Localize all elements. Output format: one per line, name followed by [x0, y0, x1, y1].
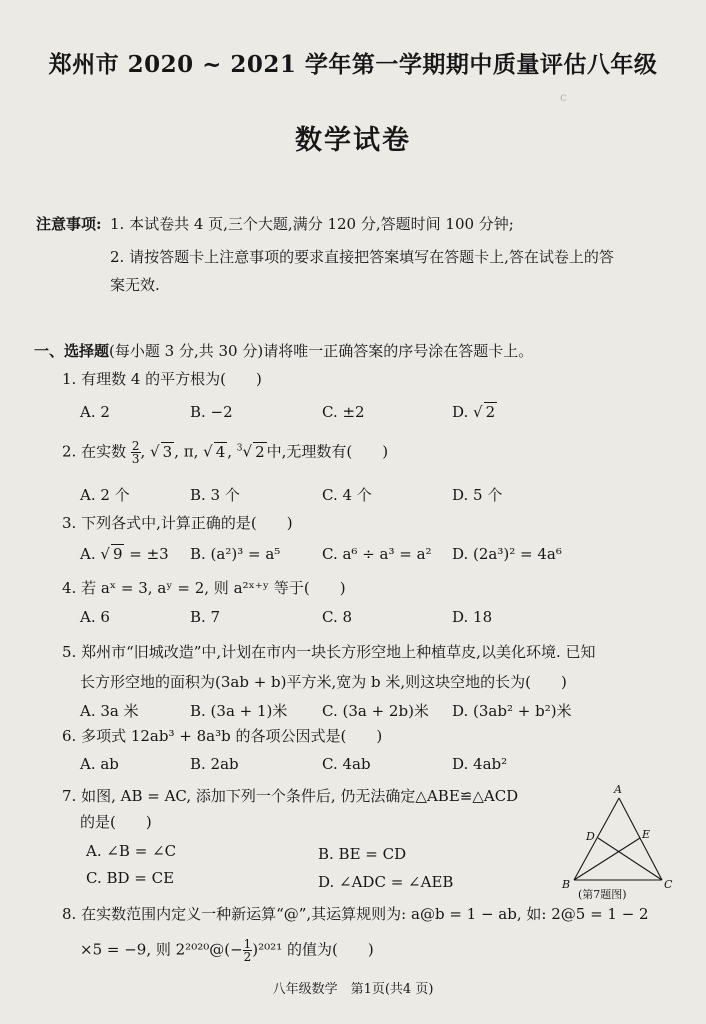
question-7-option-a: A. ∠B = ∠C: [86, 842, 177, 860]
side-ac: [619, 798, 662, 880]
question-6-stem: 6. 多项式 12ab³ + 8a³b 的各项公因式是( ): [62, 727, 383, 745]
question-3-stem: 3. 下列各式中,计算正确的是( ): [62, 514, 293, 532]
notes-label: 注意事项:: [36, 215, 102, 233]
label-a: A: [614, 783, 622, 796]
question-3-option-b: B. (a²)³ = a⁵: [190, 545, 281, 563]
question-6-option-d: D. 4ab²: [452, 755, 508, 773]
question-3-option-c: C. a⁶ ÷ a³ = a²: [322, 545, 432, 563]
note-1: 1. 本试卷共 4 页,三个大题,满分 120 分,答题时间 100 分钟;: [110, 215, 514, 233]
question-4-option-a: A. 6: [80, 608, 110, 626]
exam-title: 郑州市 2020 ~ 2021 学年第一学期期中质量评估八年级: [48, 51, 658, 78]
question-6-option-c: C. 4ab: [322, 755, 371, 773]
figure-caption: (第7题图): [578, 888, 627, 901]
label-e: E: [642, 828, 651, 841]
question-5-option-d: D. (3ab² + b²)米: [452, 702, 572, 720]
question-1-option-b: B. −2: [190, 403, 233, 421]
bleed-through-mark: ⅽ: [560, 90, 567, 104]
question-7-line-2: 的是( ): [80, 813, 152, 831]
fraction-one-half: $\frac{1}{2}$: [243, 937, 252, 964]
question-1-option-c: C. ±2: [322, 403, 365, 421]
section-description: (每小题 3 分,共 30 分)请将唯一正确答案的序号涂在答题卡上。: [109, 342, 534, 360]
question-2-stem: 2. 在实数 $\frac{2}{3}$ , √ 3 , π, √ 4 , $^3$√ 2 中,无理数有( ): [62, 439, 389, 466]
fraction-two-thirds: $\frac{2}{3}$: [131, 439, 140, 466]
question-8-line-2: ×5 = −9, 则 2²⁰²⁰@(− $\frac{1}{2}$ )²⁰²¹ 的值为( ): [80, 937, 374, 964]
label-d: D: [586, 830, 595, 843]
section-heading: [34, 340, 533, 361]
question-4-option-c: C. 8: [322, 608, 353, 626]
note-2-line-1: 2. 请按答题卡上注意事项的要求直接把答案填写在答题卡上,答在试卷上的答: [110, 248, 614, 266]
label-b: B: [562, 878, 571, 891]
question-5-line-1: 5. 郑州市“旧城改造”中,计划在市内一块长方形空地上种植草皮,以美化环境. 已知: [62, 643, 596, 661]
question-8-line-1: 8. 在实数范围内定义一种新运算“@”,其运算规则为: a@b = 1 − ab, 如: 2@5 = 1 − 2: [62, 905, 649, 923]
question-7-line-1: 7. 如图, AB = AC, 添加下列一个条件后, 仍无法确定△ABE≌△ACD: [62, 787, 519, 805]
question-6-option-b: B. 2ab: [190, 755, 239, 773]
question-5-option-a: A. 3a 米: [80, 702, 139, 720]
note-2-line-2: 案无效.: [110, 276, 160, 294]
question-3-option-a: A. √ 9 = ±3: [80, 545, 169, 563]
question-5-option-b: B. (3a + 1)米: [190, 702, 288, 720]
question-7-option-c: C. BD = CE: [86, 869, 175, 887]
question-5-option-c: C. (3a + 2b)米: [322, 702, 429, 720]
question-1-option-a: A. 2: [80, 403, 110, 421]
question-1-stem: 1. 有理数 4 的平方根为( ): [62, 370, 262, 388]
question-2-option-c: C. 4 个: [322, 486, 372, 504]
question-3-option-d: D. (2a³)² = 4a⁶: [452, 545, 562, 563]
question-4-option-d: D. 18: [452, 608, 493, 626]
label-c: C: [664, 878, 673, 891]
question-7-option-b: B. BE = CD: [318, 845, 407, 863]
page-footer: 八年级数学 第1页(共4 页): [272, 982, 434, 997]
question-4-stem: 4. 若 aˣ = 3, aʸ = 2, 则 a²ˣ⁺ʸ 等于( ): [62, 579, 346, 597]
question-1-option-d: D. √ 2: [452, 403, 496, 421]
question-4-option-b: B. 7: [190, 608, 221, 626]
exam-subtitle: 数学试卷: [295, 125, 411, 156]
question-2-option-a: A. 2 个: [80, 486, 130, 504]
question-6-option-a: A. ab: [80, 755, 119, 773]
question-2-option-d: D. 5 个: [452, 486, 503, 504]
question-7-option-d: D. ∠ADC = ∠AEB: [318, 873, 454, 891]
section-title: 一、选择题: [34, 342, 110, 360]
side-ab: [574, 798, 619, 880]
question-2-option-b: B. 3 个: [190, 486, 240, 504]
question-5-line-2: 长方形空地的面积为(3ab + b)平方米,宽为 b 米,则这块空地的长为( ): [80, 673, 567, 691]
